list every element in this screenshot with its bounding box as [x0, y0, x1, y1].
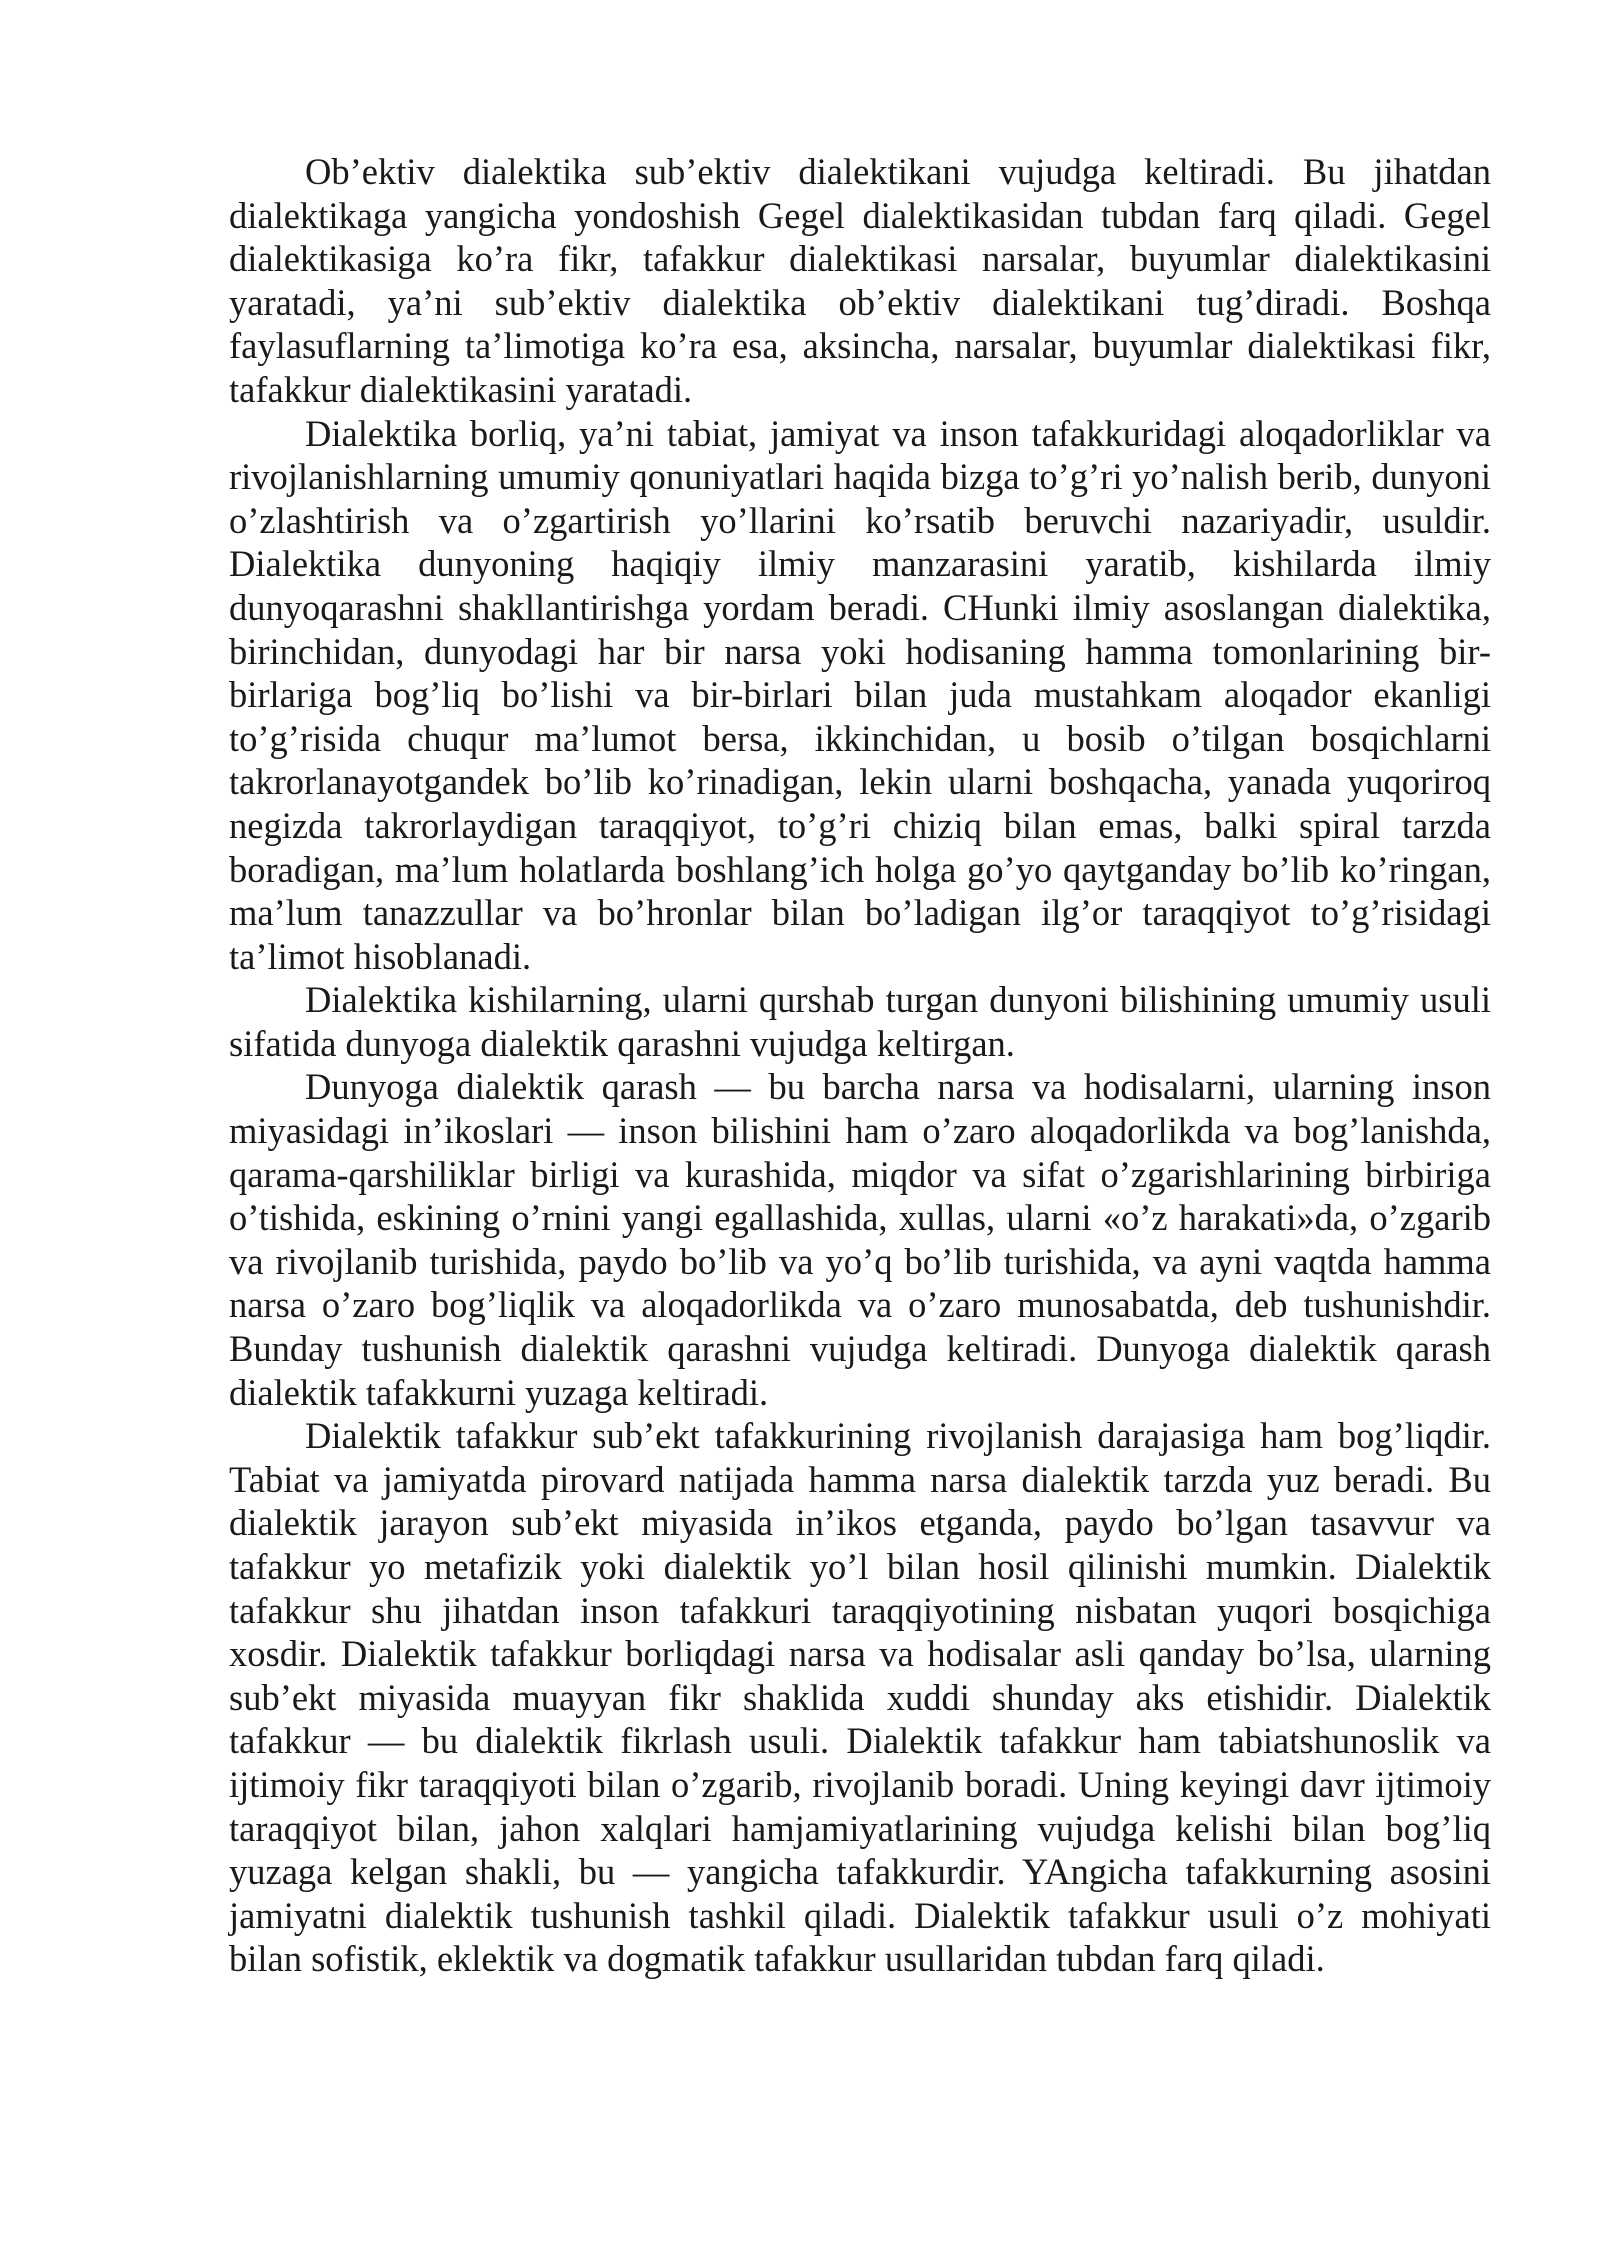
- document-page: [229, 150, 1491, 1981]
- paragraph: Dunyoga dialektik qarash — bu barcha narsa va hodisalarni, ularning inson miyasidagi in’ikoslari — inson bilishini ham o’zaro aloqadorlikda va bog’lanishda, qarama-qarshiliklar birligi va kurashida, miqdor va sifat o’zgarishlarining birbiriga o’tishida, eskining o’rnini yangi egallashida, xullas, ularni «o’z harakati»da, o’zgarib va rivojlanib turishida, paydo bo’lib va yo’q bo’lib turishida, va ayni vaqtda hamma narsa o’zaro bog’liqlik va aloqadorlikda va o’zaro munosabatda, deb tushunishdir. Bunday tushunish dialektik qarashni vujudga keltiradi. Dunyoga dialektik qarash dialektik tafakkurni yuzaga keltiradi.: [229, 1066, 1491, 1413]
- paragraph: Ob’ektiv dialektika sub’ektiv dialektikani vujudga keltiradi. Bu jihatdan dialektikaga yangicha yondoshish Gegel dialektikasidan tubdan farq qiladi. Gegel dialektikasiga ko’ra fikr, tafakkur dialektikasi narsalar, buyumlar dialektikasini yaratadi, ya’ni sub’ektiv dialektika ob’ektiv dialektikani tug’diradi. Boshqa faylasuflarning ta’limotiga ko’ra esa, aksincha, narsalar, buyumlar dialektikasi fikr, tafakkur dialektikasini yaratadi.: [229, 151, 1491, 410]
- paragraph: Dialektika kishilarning, ularni qurshab turgan dunyoni bilishining umumiy usuli sifatida dunyoga dialektik qarashni vujudga keltirgan.: [229, 979, 1491, 1064]
- paragraph: Dialektika borliq, ya’ni tabiat, jamiyat va inson tafakkuridagi aloqadorliklar va rivojlanishlarning umumiy qonuniyatlari haqida bizga to’g’ri yo’nalish berib, dunyoni o’zlashtirish va o’zgartirish yo’llarini ko’rsatib beruvchi nazariyadir, usuldir. Dialektika dunyoning haqiqiy ilmiy manzarasini yaratib, kishilarda ilmiy dunyoqarashni shakllantirishga yordam beradi. CHunki ilmiy asoslangan dialektika, birinchidan, dunyodagi har bir narsa yoki hodisaning hamma tomonlarining bir-birlariga bog’liq bo’lishi va bir-birlari bilan juda mustahkam aloqador ekanligi to’g’risida chuqur ma’lumot bersa, ikkinchidan, u bosib o’tilgan bosqichlarni takrorlanayotgandek bo’lib ko’rinadigan, lekin ularni boshqacha, yanada yuqoriroq negizda takrorlaydigan taraqqiyot, to’g’ri chiziq bilan emas, balki spiral tarzda boradigan, ma’lum holatlarda boshlang’ich holga go’yo qaytganday bo’lib ko’ringan, ma’lum tanazzullar va bo’hronlar bilan bo’ladigan ilg’or taraqqiyot to’g’risidagi ta’limot hisoblanadi.: [229, 412, 1491, 977]
- paragraph: Dialektik tafakkur sub’ekt tafakkurining rivojlanish darajasiga ham bog’liqdir. Tabiat va jamiyatda pirovard natijada hamma narsa dialektik tarzda yuz beradi. Bu dialektik jarayon sub’ekt miyasida in’ikos etganda, paydo bo’lgan tasavvur va tafakkur yo metafizik yoki dialektik yo’l bilan hosil qilinishi mumkin. Dialektik tafakkur shu jihatdan inson tafakkuri taraqqiyotining nisbatan yuqori bosqichiga xosdir. Dialektik tafakkur borliqdagi narsa va hodisalar asli qanday bo’lsa, ularning sub’ekt miyasida muayyan fikr shaklida xuddi shunday aks etishidir. Dialektik tafakkur — bu dialektik fikrlash usuli. Dialektik tafakkur ham tabiatshunoslik va ijtimoiy fikr taraqqiyoti bilan o’zgarib, rivojlanib boradi. Uning keyingi davr ijtimoiy taraqqiyot bilan, jahon xalqlari hamjamiyatlarining vujudga kelishi bilan bog’liq yuzaga kelgan shakli, bu — yangicha tafakkurdir. YAngicha tafakkurning asosini jamiyatni dialektik tushunish tashkil qiladi. Dialektik tafakkur usuli o’z mohiyati bilan sofistik, eklektik va dogmatik tafakkur usullaridan tubdan farq qiladi.: [229, 1415, 1491, 1980]
